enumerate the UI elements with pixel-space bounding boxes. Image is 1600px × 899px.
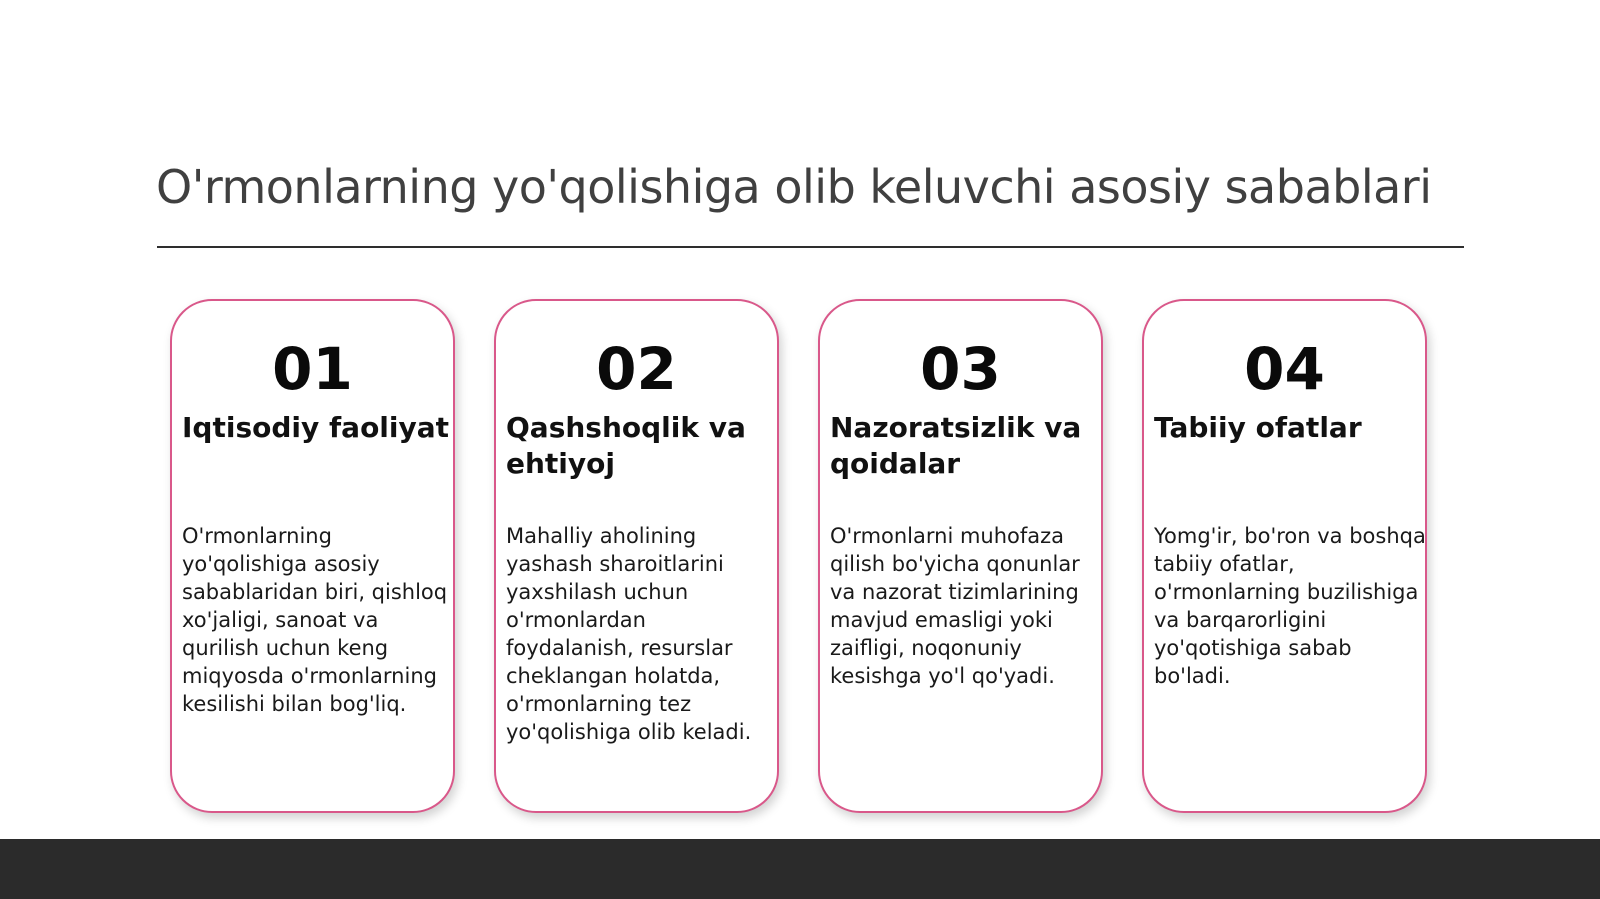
card-heading: Iqtisodiy faoliyat [182, 411, 450, 444]
title-divider [157, 246, 1464, 248]
cause-card-1 [170, 299, 455, 813]
card-body: O'rmonlarning yo'qolishiga asosiy sabablaridan biri, qishloq xo'jaligi, sanoat va qurilish uchun keng miqyosda o'rmonlarning kesilishi bilan bog'liq. [182, 524, 448, 716]
card-heading: Qashshoqlik va ehtiyoj [506, 411, 746, 480]
card-number: 03 [920, 335, 1001, 403]
cause-card-3 [818, 299, 1103, 813]
card-body: O'rmonlarni muhofaza qilish bo'yicha qonunlar va nazorat tizimlarining mavjud emasligi yoki zaifligi, noqonuniy kesishga yo'l qo'yadi. [830, 524, 1080, 688]
slide-title: O'rmonlarning yo'qolishiga olib keluvchi asosiy sabablari [156, 160, 1432, 214]
cause-card-4 [1142, 299, 1427, 813]
card-number: 02 [596, 335, 677, 403]
card-number: 04 [1244, 335, 1325, 403]
footer-bar [0, 839, 1600, 899]
card-body: Mahalliy aholining yashash sharoitlarini yaxshilash uchun o'rmonlardan foydalanish, resurslar cheklangan holatda, o'rmonlarning tez yo'qolishiga olib keladi. [506, 524, 752, 744]
card-heading: Nazoratsizlik va qoidalar [830, 411, 1082, 480]
cause-card-2 [494, 299, 779, 813]
card-body: Yomg'ir, bo'ron va boshqa tabiiy ofatlar, o'rmonlarning buzilishiga va barqarorligini yo'qotishiga sabab bo'ladi. [1154, 524, 1426, 688]
card-heading: Tabiiy ofatlar [1154, 411, 1362, 444]
card-number: 01 [272, 335, 353, 403]
